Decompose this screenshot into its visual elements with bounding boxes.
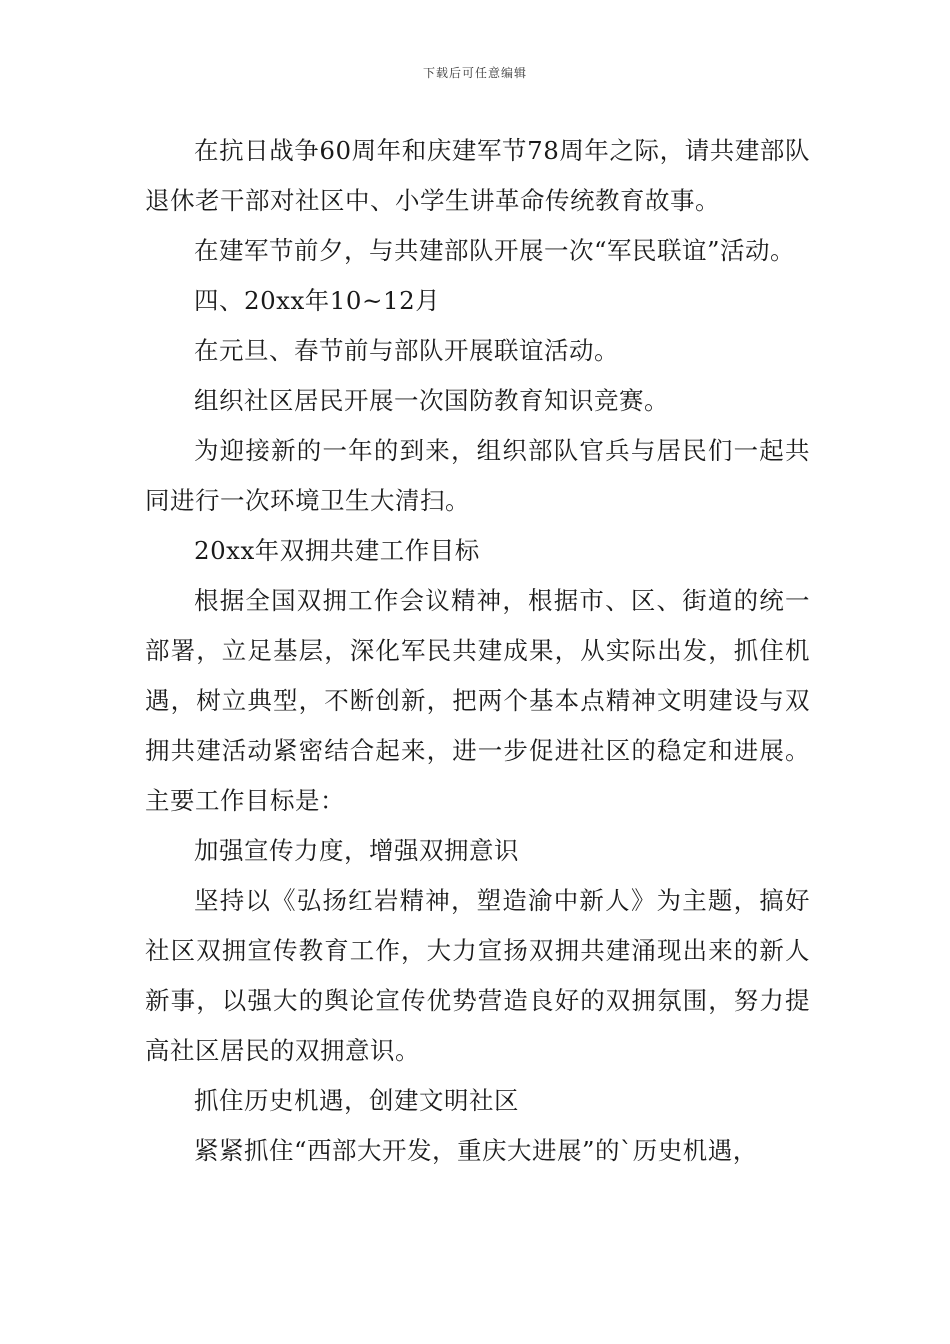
paragraph-western-development: 紧紧抓住“西部大开发，重庆大进展”的`历史机遇， bbox=[194, 1136, 758, 1165]
paragraph-goals-intro: 根据全国双拥工作会议精神，根据市、区、街道的统一部署，立足基层，深化军民共建成果，从实际出发，抓住机遇，树立典型，不断创新，把两个基本点精神文明建设与双拥共建活动紧密结合起来，进一步促进社区的稳定和进展。主要工作目标是： bbox=[145, 586, 810, 815]
paragraph-anniversary-stories: 在抗日战争60周年和庆建军节78周年之际，请共建部队退休老干部对社区中、小学生讲革命传统教育故事。 bbox=[145, 136, 810, 215]
subheading-publicity: 加强宣传力度，增强双拥意识 bbox=[194, 836, 519, 865]
paragraph-cleanup: 为迎接新的一年的到来，组织部队官兵与居民们一起共同进行一次环境卫生大清扫。 bbox=[145, 436, 810, 515]
page-header-note: 下载后可任意编辑 bbox=[422, 66, 527, 80]
paragraph-defense-quiz: 组织社区居民开展一次国防教育知识竞赛。 bbox=[194, 386, 669, 415]
paragraph-new-year-event: 在元旦、春节前与部队开展联谊活动。 bbox=[194, 336, 619, 365]
section-heading-goals: 20xx年双拥共建工作目标 bbox=[194, 536, 480, 565]
paragraph-publicity: 坚持以《弘扬红岩精神，塑造渝中新人》为主题，搞好社区双拥宣传教育工作，大力宣扬双拥共建涌现出来的新人新事，以强大的舆论宣传优势营造良好的双拥氛围，努力提高社区居民的双拥意识。 bbox=[145, 886, 810, 1065]
paragraph-army-day-event: 在建军节前夕，与共建部队开展一次“军民联谊”活动。 bbox=[194, 236, 796, 265]
subheading-civilized-community: 抓住历史机遇，创建文明社区 bbox=[194, 1086, 519, 1115]
document-body bbox=[145, 126, 810, 1176]
section-heading-q4: 四、20xx年10~12月 bbox=[194, 286, 441, 315]
